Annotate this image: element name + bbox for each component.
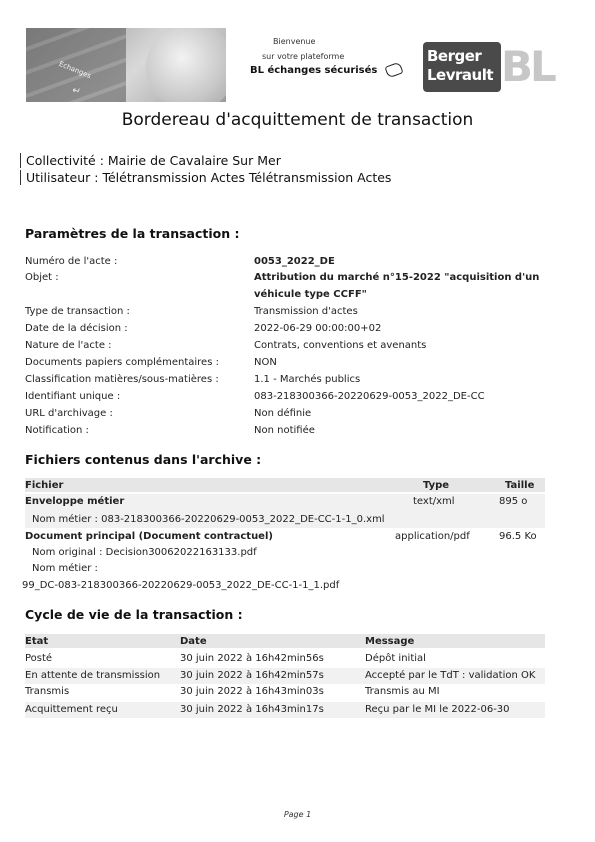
column-header-type: Type — [423, 480, 450, 491]
cycle-message: Accepté par le TdT : validation OK — [365, 670, 536, 681]
param-label: Date de la décision : — [25, 323, 128, 334]
param-label: Notification : — [25, 425, 89, 436]
photo-key-label: Echanges — [57, 59, 93, 81]
param-value: Attribution du marché n°15-2022 "acquisition d'un — [254, 272, 540, 283]
files-table-header — [25, 478, 545, 492]
cycle-message: Dépôt initial — [365, 653, 426, 664]
platform-name: BL échanges sécurisés — [250, 65, 378, 76]
param-label: Documents papiers complémentaires : — [25, 357, 219, 368]
param-value: Contrats, conventions et avenants — [254, 340, 427, 351]
cycle-row — [25, 668, 545, 684]
column-header-message: Message — [365, 636, 415, 647]
file-type: text/xml — [413, 496, 455, 507]
param-label: URL d'archivage : — [25, 408, 113, 419]
param-label: Identifiant unique : — [25, 391, 121, 402]
file-name: Enveloppe métier — [25, 496, 125, 507]
berger-levrault-logo — [423, 42, 554, 92]
welcome-line-1: Bienvenue — [273, 37, 316, 46]
column-header-date: Date — [180, 636, 207, 647]
logo-mark: BL — [501, 42, 554, 91]
cycle-date: 30 juin 2022 à 16h42min57s — [180, 670, 324, 681]
file-detail: Nom original : Decision30062022163133.pdf — [32, 547, 257, 558]
logo-line-2: Levrault — [427, 66, 494, 84]
cycle-date: 30 juin 2022 à 16h43min03s — [180, 686, 324, 697]
param-value: Transmission d'actes — [254, 306, 358, 317]
file-size: 895 o — [499, 496, 528, 507]
file-size: 96.5 Ko — [499, 531, 537, 542]
param-value: Non notifiée — [254, 425, 315, 436]
return-arrow-icon: ↵ — [70, 84, 83, 99]
cycle-date: 30 juin 2022 à 16h42min56s — [180, 653, 324, 664]
column-header-taille: Taille — [505, 480, 535, 491]
cycle-table-header — [25, 634, 545, 648]
cycle-heading: Cycle de vie de la transaction : — [25, 607, 243, 622]
page-number: Page 1 — [283, 810, 312, 819]
header-banner-photo — [26, 28, 226, 102]
column-header-fichier: Fichier — [25, 480, 64, 491]
logo-line-1: Berger — [427, 47, 482, 65]
param-label: Numéro de l'acte : — [25, 256, 118, 267]
document-title: Bordereau d'acquittement de transaction — [121, 110, 474, 130]
cycle-row — [25, 685, 545, 701]
cycle-message: Transmis au MI — [365, 686, 440, 697]
param-value: 083-218300366-20220629-0053_2022_DE-CC — [254, 391, 485, 402]
cycle-row — [25, 652, 545, 668]
file-detail: 99_DC-083-218300366-20220629-0053_2022_DE-CC-1-1_1.pdf — [22, 580, 340, 591]
param-label: Nature de l'acte : — [25, 340, 112, 351]
logo-box — [423, 42, 501, 92]
fichiers-heading: Fichiers contenus dans l'archive : — [25, 452, 262, 467]
param-label: Type de transaction : — [25, 306, 130, 317]
file-name: Document principal (Document contractuel) — [25, 531, 273, 542]
welcome-line-2: sur votre plateforme — [262, 52, 345, 61]
lock-icon — [384, 62, 403, 79]
file-type: application/pdf — [395, 531, 470, 542]
param-label: Objet : — [25, 272, 59, 283]
column-header-etat: Etat — [25, 636, 49, 647]
cycle-etat: En attente de transmission — [25, 670, 161, 681]
statue-image — [146, 28, 226, 102]
parametres-heading: Paramètres de la transaction : — [25, 226, 240, 241]
collectivite-line: Collectivité : Mairie de Cavalaire Sur Mer — [20, 153, 281, 168]
cycle-etat: Posté — [25, 653, 53, 664]
file-row — [25, 494, 545, 528]
cycle-row — [25, 702, 545, 718]
param-value: Non définie — [254, 408, 312, 419]
cycle-etat: Transmis — [25, 686, 70, 697]
file-detail: Nom métier : — [32, 563, 98, 574]
file-row — [22, 529, 545, 595]
cycle-message: Reçu par le MI le 2022-06-30 — [365, 704, 510, 715]
param-label: Classification matières/sous-matières : — [25, 374, 219, 385]
param-value: 0053_2022_DE — [254, 256, 335, 267]
param-value: NON — [254, 357, 277, 368]
file-detail: Nom métier : 083-218300366-20220629-0053_2022_DE-CC-1-1_0.xml — [32, 514, 385, 525]
cycle-etat: Acquittement reçu — [25, 704, 118, 715]
param-value: 1.1 - Marchés publics — [254, 374, 361, 385]
utilisateur-line: Utilisateur : Télétransmission Actes Télétransmission Actes — [20, 170, 391, 185]
cycle-date: 30 juin 2022 à 16h43min17s — [180, 704, 324, 715]
param-value: 2022-06-29 00:00:00+02 — [254, 323, 382, 334]
param-value-continued: véhicule type CCFF" — [254, 289, 367, 300]
